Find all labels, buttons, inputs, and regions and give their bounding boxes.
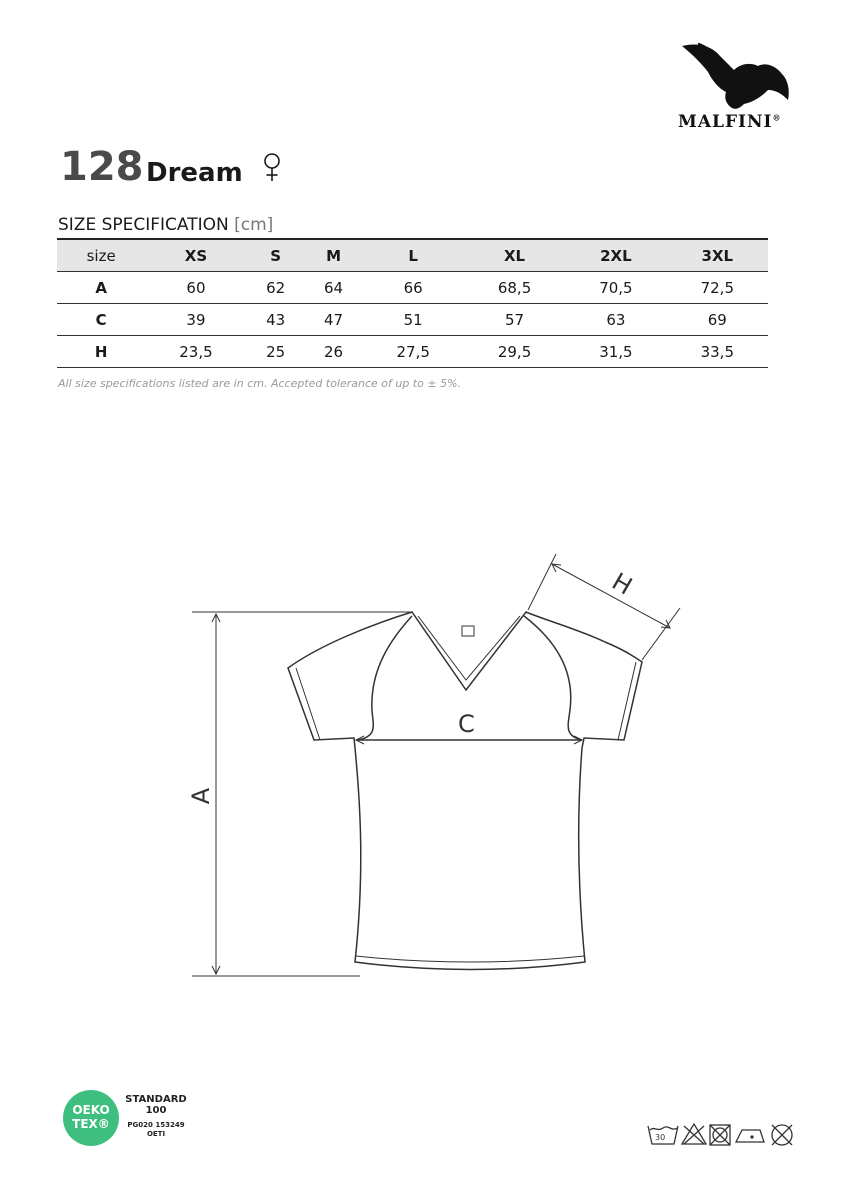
table-cell: 60: [145, 272, 246, 304]
column-header: S: [247, 239, 305, 272]
row-label: A: [57, 272, 145, 304]
table-cell: 64: [305, 272, 363, 304]
column-header: XS: [145, 239, 246, 272]
table-cell: 51: [363, 304, 464, 336]
table-cell: 23,5: [145, 336, 246, 368]
table-cell: 68,5: [464, 272, 565, 304]
table-cell: 70,5: [565, 272, 666, 304]
no-bleach-icon: [682, 1124, 706, 1144]
neck-label-icon: [462, 626, 474, 636]
table-cell: 62: [247, 272, 305, 304]
table-row: [57, 336, 768, 368]
table-cell: 26: [305, 336, 363, 368]
row-label: C: [57, 304, 145, 336]
table-row: [57, 304, 768, 336]
row-label: H: [57, 336, 145, 368]
table-cell: 29,5: [464, 336, 565, 368]
brand-wordmark: MALFINI®: [678, 112, 782, 132]
table-cell: 43: [247, 304, 305, 336]
table-cell: 27,5: [363, 336, 464, 368]
raglan-seam-left: [358, 616, 412, 740]
column-header: M: [305, 239, 363, 272]
shirt-outline: [288, 612, 642, 970]
table-row: [57, 272, 768, 304]
dimension-h: [528, 554, 680, 660]
size-table: [57, 238, 768, 368]
eagle-icon: [678, 40, 794, 112]
female-icon: [263, 152, 281, 186]
brand-logo: [672, 40, 802, 135]
column-header: 3XL: [667, 239, 768, 272]
wash-temp-label: 30: [655, 1133, 666, 1142]
table-cell: 57: [464, 304, 565, 336]
table-cell: 47: [305, 304, 363, 336]
tolerance-note: All size specifications listed are in cm. Accepted tolerance of up to ± 5%.: [58, 377, 462, 390]
size-spec-heading: SIZE SPECIFICATION [cm]: [58, 215, 274, 235]
oeko-tex-badge: OEKO TEX®: [63, 1090, 119, 1146]
dimension-label-h: H: [607, 567, 637, 601]
sleeve-hem-left: [296, 668, 320, 740]
product-name: Dream: [146, 158, 243, 188]
table-cell: 39: [145, 304, 246, 336]
bottom-hem: [356, 956, 584, 962]
column-header: 2XL: [565, 239, 666, 272]
care-symbols: [646, 1122, 801, 1152]
iron-low-icon: [736, 1130, 764, 1142]
table-cell: 69: [667, 304, 768, 336]
column-header: XL: [464, 239, 565, 272]
dimension-label-a: A: [187, 787, 216, 805]
column-header: size: [57, 239, 145, 272]
column-header: L: [363, 239, 464, 272]
table-cell: 33,5: [667, 336, 768, 368]
raglan-seam-right: [524, 616, 582, 740]
product-number: 128: [60, 144, 144, 190]
table-header-row: [57, 239, 768, 272]
table-cell: 31,5: [565, 336, 666, 368]
table-cell: 25: [247, 336, 305, 368]
no-tumble-dry-icon: [710, 1125, 730, 1145]
unit-label: [cm]: [234, 215, 274, 235]
garment-diagram: [180, 550, 700, 990]
table-cell: 72,5: [667, 272, 768, 304]
oeko-tex-info: STANDARD 100 PG020 153249 OETI: [125, 1094, 187, 1138]
table-cell: 63: [565, 304, 666, 336]
no-dry-clean-icon: [772, 1125, 792, 1145]
table-cell: 66: [363, 272, 464, 304]
dimension-label-c: C: [458, 710, 475, 738]
